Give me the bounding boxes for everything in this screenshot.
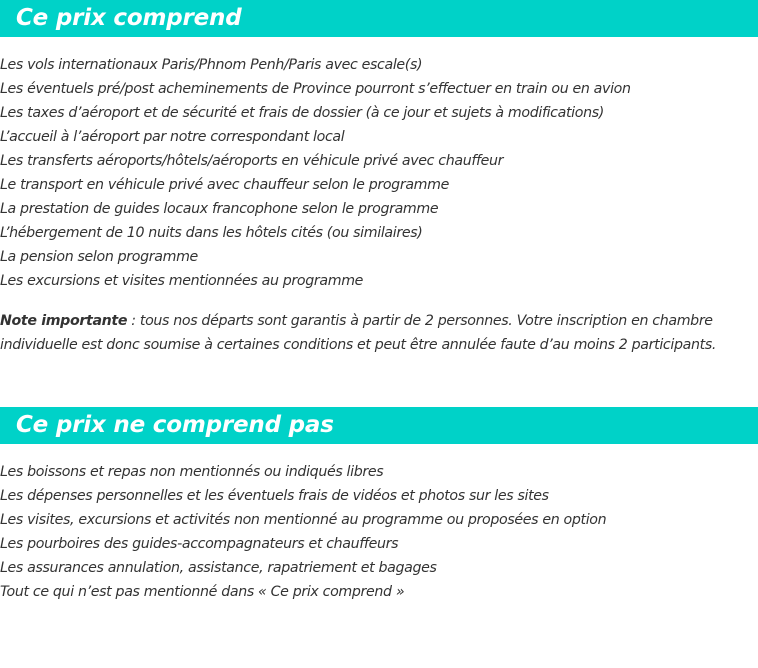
list-item: La prestation de guides locaux francophone selon le programme [0,201,439,217]
list-item: Les visites, excursions et activités non mentionné au programme ou proposées en option [0,512,607,528]
excluded-section-title: Ce prix ne comprend pas [16,412,334,438]
list-item: L’hébergement de 10 nuits dans les hôtels cités (ou similaires) [0,225,423,241]
list-item: Les dépenses personnelles et les éventuels frais de vidéos et photos sur les sites [0,488,549,504]
list-item: Les boissons et repas non mentionnés ou indiqués libres [0,464,384,480]
list-item: La pension selon programme [0,249,198,265]
list-item: Les vols internationaux Paris/Phnom Penh/Paris avec escale(s) [0,57,423,73]
list-item: Les pourboires des guides-accompagnateurs et chauffeurs [0,536,399,552]
list-item: Les assurances annulation, assistance, rapatriement et bagages [0,560,437,576]
important-note-text: : tous nos départs sont garantis à partir de 2 personnes. Votre inscription en chambre individuelle est donc soumise à certaines conditions et peut être annulée faute d’au moins 2 participants. [0,313,717,353]
list-item: Les taxes d’aéroport et de sécurité et frais de dossier (à ce jour et sujets à modifications) [0,105,604,121]
included-section-title: Ce prix comprend [16,5,242,31]
excluded-section-header [0,407,758,444]
list-item: Tout ce qui n’est pas mentionné dans « Ce prix comprend » [0,584,405,600]
list-item: L’accueil à l’aéroport par notre correspondant local [0,129,345,145]
list-item: Le transport en véhicule privé avec chauffeur selon le programme [0,177,449,193]
included-section-header [0,0,758,37]
list-item: Les éventuels pré/post acheminements de Province pourront s’effectuer en train ou en avion [0,81,631,97]
list-item: Les transferts aéroports/hôtels/aéroports en véhicule privé avec chauffeur [0,153,504,169]
list-item: Les excursions et visites mentionnées au programme [0,273,364,289]
important-note-label: Note importante [0,313,128,329]
included-items-list [0,53,631,293]
important-note [0,309,756,357]
excluded-items-list [0,460,606,604]
